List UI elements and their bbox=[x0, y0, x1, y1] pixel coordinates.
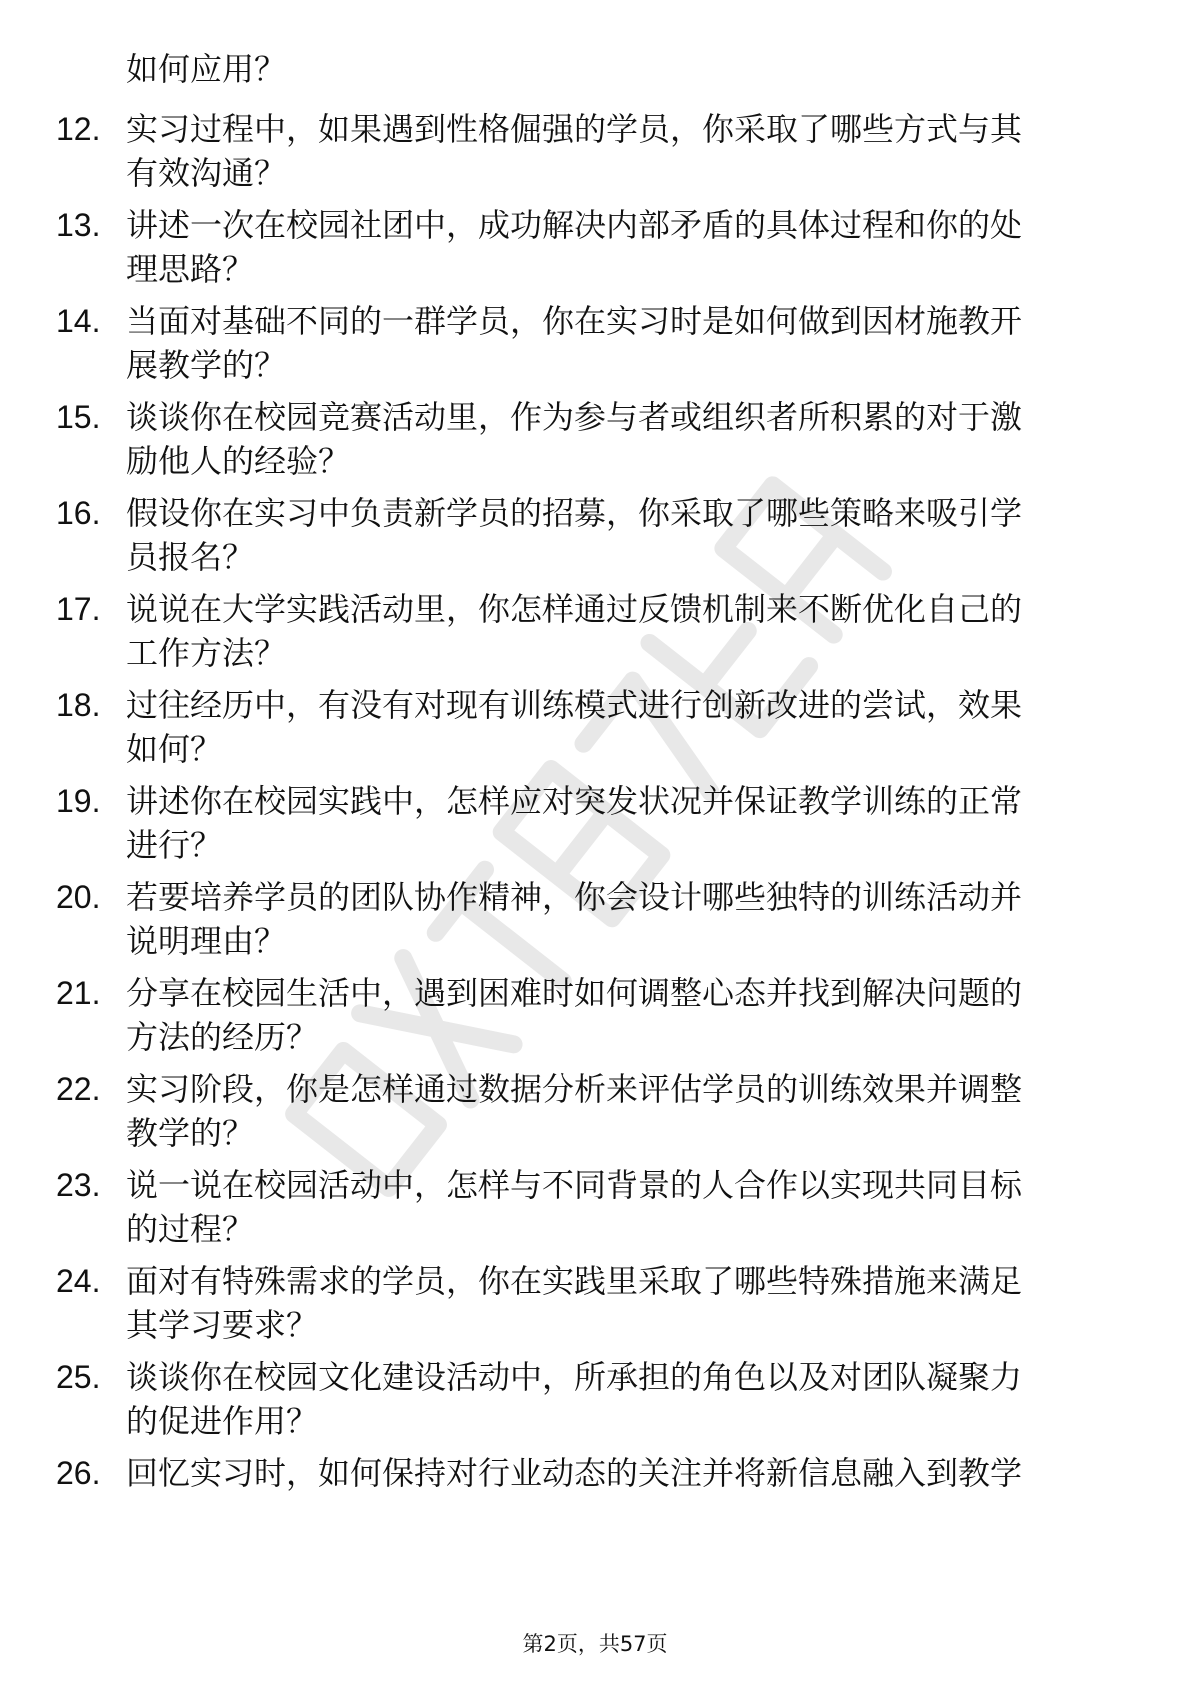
list-item bbox=[0, 1164, 1190, 1254]
item-text-line-2: 的促进作用？ bbox=[126, 1402, 319, 1440]
item-text-line-1: 实习阶段，你是怎样通过数据分析来评估学员的训练效果并调整 bbox=[126, 1070, 1023, 1108]
list-item bbox=[0, 972, 1190, 1062]
list-item bbox=[0, 1452, 1190, 1542]
item-number: 13. bbox=[56, 207, 101, 243]
item-text-line-1: 若要培养学员的团队协作精神，你会设计哪些独特的训练活动并 bbox=[126, 878, 1023, 916]
item-number: 17. bbox=[56, 591, 101, 627]
item-text-line-1: 假设你在实习中负责新学员的招募，你采取了哪些策略来吸引学 bbox=[126, 494, 1023, 532]
list-item bbox=[0, 1356, 1190, 1446]
item-text-line-1: 谈谈你在校园竞赛活动里，作为参与者或组织者所积累的对于激 bbox=[126, 398, 1023, 436]
item-number: 22. bbox=[56, 1071, 101, 1107]
item-text-line-1: 讲述一次在校园社团中，成功解决内部矛盾的具体过程和你的处 bbox=[126, 206, 1023, 244]
item-number: 24. bbox=[56, 1263, 101, 1299]
item-text-line-1: 说一说在校园活动中，怎样与不同背景的人合作以实现共同目标 bbox=[126, 1166, 1023, 1204]
item-text-line-1: 过往经历中，有没有对现有训练模式进行创新改进的尝试，效果 bbox=[126, 686, 1023, 724]
item-number: 18. bbox=[56, 687, 101, 723]
item-number: 15. bbox=[56, 399, 101, 435]
item-text-line-1: 说说在大学实践活动里，你怎样通过反馈机制来不断优化自己的 bbox=[126, 590, 1023, 628]
item-text-line-2: 理思路？ bbox=[126, 250, 255, 288]
page-number-footer: 第2页，共57页 bbox=[522, 1632, 668, 1656]
item-text-line-2: 其学习要求？ bbox=[126, 1306, 319, 1344]
list-item bbox=[0, 396, 1190, 486]
item-number: 26. bbox=[56, 1455, 101, 1491]
list-item bbox=[0, 876, 1190, 966]
continuation-line: 如何应用？ bbox=[126, 50, 287, 88]
item-text-line-1: 回忆实习时，如何保持对行业动态的关注并将新信息融入到教学 bbox=[126, 1454, 1023, 1492]
list-item bbox=[0, 204, 1190, 294]
item-number: 23. bbox=[56, 1167, 101, 1203]
item-text-line-2: 有效沟通？ bbox=[126, 154, 287, 192]
item-number: 19. bbox=[56, 783, 101, 819]
item-text-line-2: 方法的经历？ bbox=[126, 1018, 319, 1056]
list-item bbox=[0, 108, 1190, 198]
list-item bbox=[0, 684, 1190, 774]
item-text-line-2: 展教学的？ bbox=[126, 346, 287, 384]
list-item bbox=[0, 300, 1190, 390]
list-item bbox=[0, 492, 1190, 582]
item-number: 16. bbox=[56, 495, 101, 531]
item-number: 12. bbox=[56, 111, 101, 147]
item-text-line-2: 如何？ bbox=[126, 730, 223, 768]
item-text-line-1: 谈谈你在校园文化建设活动中，所承担的角色以及对团队凝聚力 bbox=[126, 1358, 1023, 1396]
item-number: 20. bbox=[56, 879, 101, 915]
item-text-line-2: 的过程？ bbox=[126, 1210, 255, 1248]
item-text-line-1: 讲述你在校园实践中，怎样应对突发状况并保证教学训练的正常 bbox=[126, 782, 1023, 820]
list-item bbox=[0, 1068, 1190, 1158]
item-text-line-2: 工作方法？ bbox=[126, 634, 287, 672]
item-number: 14. bbox=[56, 303, 101, 339]
list-item bbox=[0, 588, 1190, 678]
item-text-line-2: 教学的？ bbox=[126, 1114, 255, 1152]
item-text-line-2: 员报名？ bbox=[126, 538, 255, 576]
item-text-line-1: 面对有特殊需求的学员，你在实践里采取了哪些特殊措施来满足 bbox=[126, 1262, 1023, 1300]
item-text-line-1: 分享在校园生活中，遇到困难时如何调整心态并找到解决问题的 bbox=[126, 974, 1023, 1012]
list-item bbox=[0, 780, 1190, 870]
item-text-line-2: 进行？ bbox=[126, 826, 223, 864]
item-text-line-2: 励他人的经验？ bbox=[126, 442, 351, 480]
list-item bbox=[0, 1260, 1190, 1350]
item-text-line-2: 说明理由？ bbox=[126, 922, 287, 960]
item-number: 21. bbox=[56, 975, 101, 1011]
item-text-line-1: 实习过程中，如果遇到性格倔强的学员，你采取了哪些方式与其 bbox=[126, 110, 1023, 148]
item-text-line-1: 当面对基础不同的一群学员，你在实习时是如何做到因材施教开 bbox=[126, 302, 1023, 340]
item-number: 25. bbox=[56, 1359, 101, 1395]
